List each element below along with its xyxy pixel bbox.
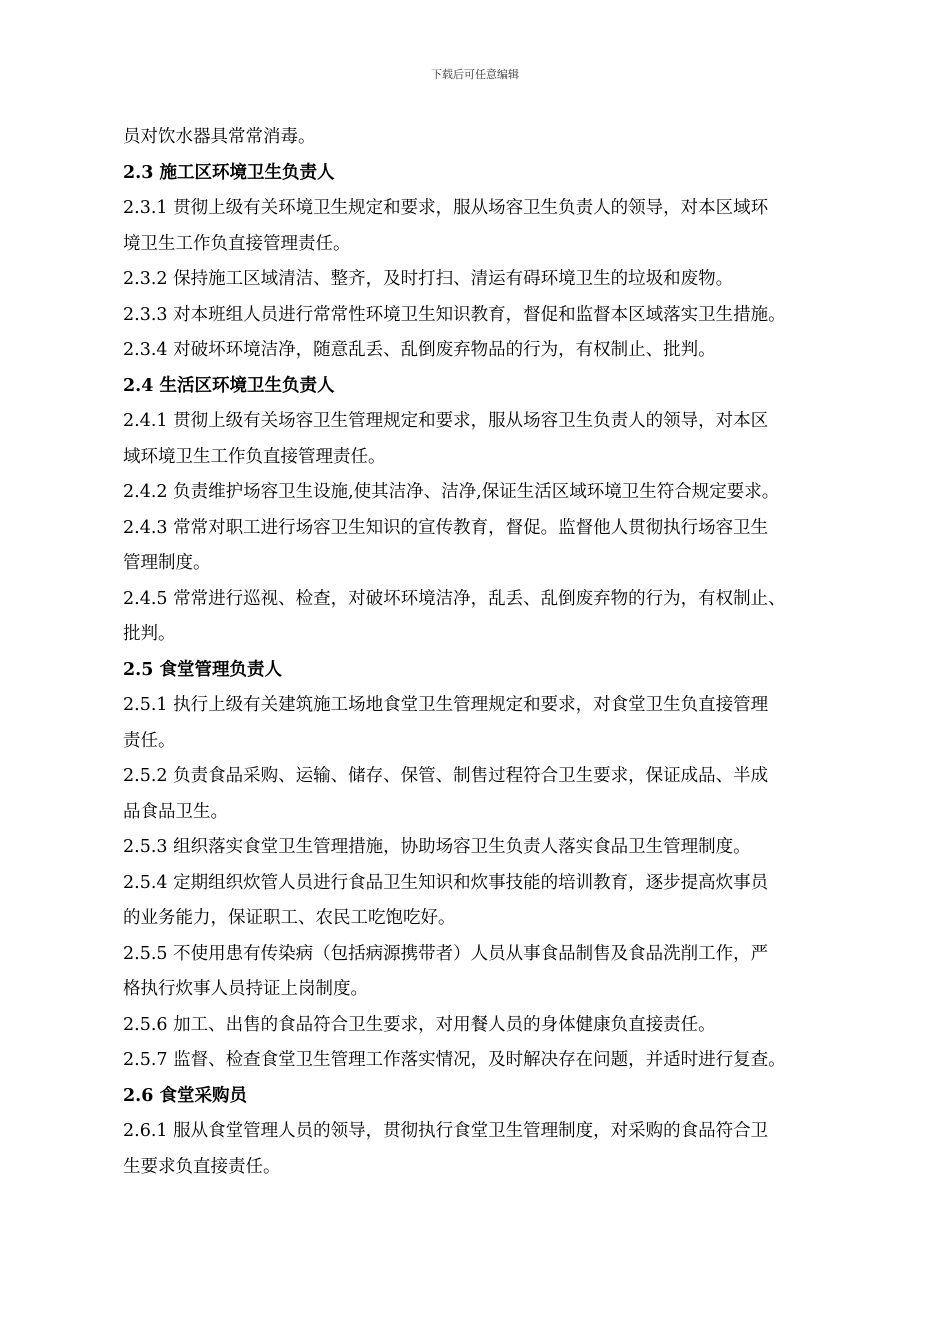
document-body xyxy=(123,120,838,1185)
paragraph-line: 2.4.5 常常进行巡视、检查，对破坏环境洁净，乱丢、乱倒废弃物的行为，有权制止、 xyxy=(123,588,786,609)
paragraph-line: 2.3.2 保持施工区域清洁、整齐，及时打扫、清运有碍环境卫生的垃圾和废物。 xyxy=(123,269,734,289)
paragraph-line: 域环境卫生工作负直接管理责任。 xyxy=(123,446,386,467)
section-heading: 2.6 食堂采购员 xyxy=(123,1085,248,1106)
paragraph-line: 2.4.3 常常对职工进行场容卫生知识的宣传教育，督促。监督他人贯彻执行场容卫生 xyxy=(123,517,769,538)
paragraph-line: 2.5.3 组织落实食堂卫生管理措施，协助场容卫生负责人落实食品卫生管理制度。 xyxy=(123,837,751,857)
paragraph-line: 2.5.4 定期组织炊管人员进行食品卫生知识和炊事技能的培训教育，逐步提高炊事员 xyxy=(123,872,769,893)
section-heading: 2.4 生活区环境卫生负责人 xyxy=(123,375,335,396)
section-heading: 2.3 施工区环境卫生负责人 xyxy=(123,162,335,183)
paragraph-line: 批判。 xyxy=(123,624,176,644)
paragraph-line: 2.4.1 贯彻上级有关场容卫生管理规定和要求，服从场容卫生负责人的领导，对本区 xyxy=(123,411,769,431)
paragraph-line: 责任。 xyxy=(123,730,176,751)
paragraph-line: 2.3.3 对本班组人员进行常常性环境卫生知识教育，督促和监督本区域落实卫生措施。 xyxy=(123,304,786,325)
page-header: 下载后可任意编辑 xyxy=(431,68,519,81)
paragraph-line: 2.5.1 执行上级有关建筑施工场地食堂卫生管理规定和要求，对食堂卫生负直接管理 xyxy=(123,695,769,715)
paragraph-line: 2.5.2 负责食品采购、运输、储存、保管、制售过程符合卫生要求，保证成品、半成 xyxy=(123,766,769,786)
paragraph-line: 品食品卫生。 xyxy=(123,801,228,822)
paragraph-line: 2.4.2 负责维护场容卫生设施,使其洁净、洁净,保证生活区域环境卫生符合规定要求。 xyxy=(123,482,780,502)
paragraph-line: 2.5.6 加工、出售的食品符合卫生要求，对用餐人员的身体健康负直接责任。 xyxy=(123,1014,716,1035)
paragraph-line: 境卫生工作负直接管理责任。 xyxy=(123,233,351,254)
paragraph-line: 2.5.5 不使用患有传染病（包括病源携带者）人员从事食品制售及食品洗削工作，严 xyxy=(123,943,769,964)
paragraph-line: 2.3.4 对破坏环境洁净，随意乱丢、乱倒废弃物品的行为，有权制止、批判。 xyxy=(123,340,716,360)
paragraph-line: 2.6.1 服从食堂管理人员的领导，贯彻执行食堂卫生管理制度，对采购的食品符合卫 xyxy=(123,1121,769,1141)
section-heading: 2.5 食堂管理负责人 xyxy=(123,659,283,680)
paragraph-line: 管理制度。 xyxy=(123,553,211,573)
paragraph-line: 的业务能力，保证职工、农民工吃饱吃好。 xyxy=(123,908,456,928)
paragraph-line: 员对饮水器具常常消毒。 xyxy=(123,127,316,147)
paragraph-line: 生要求负直接责任。 xyxy=(123,1156,281,1177)
paragraph-line: 格执行炊事人员持证上岗制度。 xyxy=(123,979,368,999)
paragraph-line: 2.5.7 监督、检查食堂卫生管理工作落实情况，及时解决存在问题，并适时进行复查。 xyxy=(123,1050,786,1070)
paragraph-line: 2.3.1 贯彻上级有关环境卫生规定和要求，服从场容卫生负责人的领导，对本区域环 xyxy=(123,198,769,218)
